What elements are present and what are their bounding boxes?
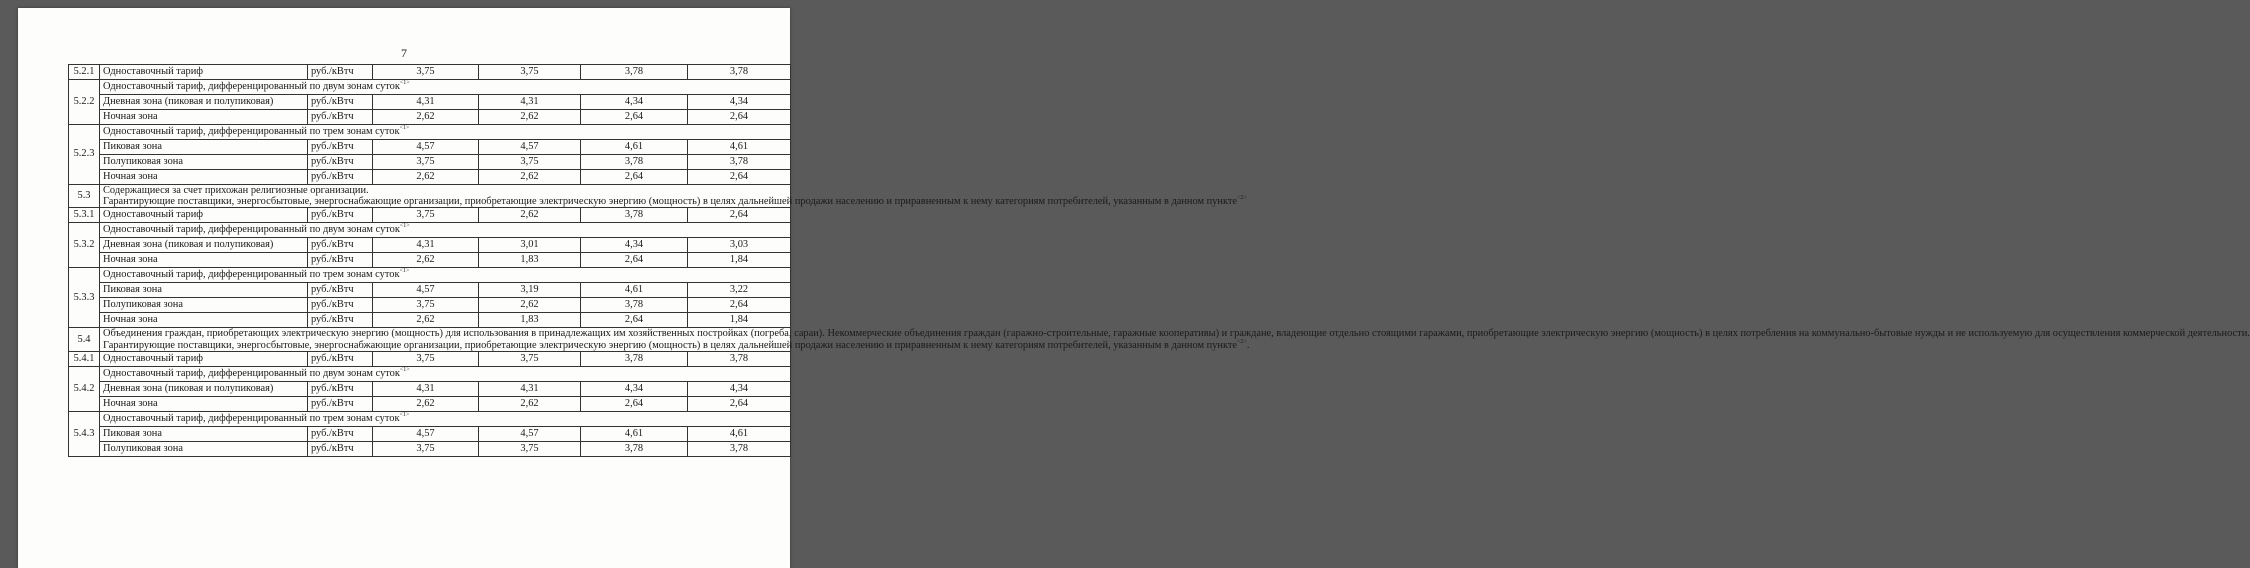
row-value: 4,57	[373, 426, 479, 441]
row-label: Пиковая зона	[100, 283, 308, 298]
row-value: 3,75	[373, 155, 479, 170]
row-value: 3,78	[581, 208, 688, 223]
section-paragraph: Гарантирующие поставщики, энергосбытовые, энергоснабжающие организации, приобретающие электрическую энергию (мощность) в целях дальнейшей продажи населению и приравненным к нему категориям потребителей, указанным в данном пункте	[103, 339, 1238, 351]
section-paragraph: Объединения граждан, приобретающих электрическую энергию (мощность) для использования в принадлежащих им хозяйственных постройках (погреба, сараи). Некоммерческие объединения граждан (гаражно-строительные, гаражные кооперативы) и граждане, владеющие отдельно стоящими гаражами, приобретающие электрическую энергию (мощность) в целях потребления на коммунально-бытовые нужды и не используемую для осуществления коммерческой деятельности.	[103, 328, 2250, 340]
row-value: 4,34	[581, 381, 688, 396]
row-unit: руб./кВтч	[308, 396, 373, 411]
footnote-ref: <1>	[399, 124, 410, 131]
document-page	[18, 8, 2250, 568]
row-unit: руб./кВтч	[308, 65, 373, 80]
page-number: 7	[401, 46, 407, 60]
row-value: 4,61	[581, 426, 688, 441]
row-unit: руб./кВтч	[308, 253, 373, 268]
table-row	[69, 396, 791, 411]
row-value: 4,34	[688, 95, 791, 110]
table-row	[69, 313, 791, 328]
row-number: 5.2.2	[69, 80, 100, 125]
row-value: 4,34	[581, 95, 688, 110]
row-value: 4,57	[373, 283, 479, 298]
row-label: Дневная зона (пиковая и полупиковая)	[100, 381, 308, 396]
group-title-text: Одноставочный тариф, дифференцированный по двум зонам суток	[103, 80, 400, 92]
table-row	[69, 298, 791, 313]
row-number: 5.3	[69, 185, 100, 208]
table-row	[69, 125, 791, 140]
row-unit: руб./кВтч	[308, 110, 373, 125]
row-value: 3,78	[581, 351, 688, 366]
row-value: 2,64	[581, 110, 688, 125]
footnote-ref: <1>	[399, 79, 410, 86]
row-number: 5.2.1	[69, 65, 100, 80]
row-value: 3,75	[373, 351, 479, 366]
row-value: 2,64	[688, 396, 791, 411]
row-unit: руб./кВтч	[308, 298, 373, 313]
table-row	[69, 155, 791, 170]
row-value: 3,75	[479, 65, 581, 80]
row-label: Пиковая зона	[100, 140, 308, 155]
group-title	[100, 268, 791, 283]
row-value: 4,61	[581, 140, 688, 155]
tariff-table	[68, 64, 2250, 457]
row-value: 3,78	[688, 65, 791, 80]
table-row	[69, 328, 791, 351]
row-label: Ночная зона	[100, 396, 308, 411]
row-value: 3,78	[688, 441, 791, 456]
row-value: 2,64	[688, 208, 791, 223]
row-value: 3,75	[373, 441, 479, 456]
row-unit: руб./кВтч	[308, 238, 373, 253]
footnote-ref: <1>	[399, 366, 410, 373]
group-title	[100, 125, 791, 140]
table-row	[69, 208, 791, 223]
row-value: 3,75	[479, 441, 581, 456]
row-label: Пиковая зона	[100, 426, 308, 441]
row-value: 4,31	[479, 95, 581, 110]
footnote-ref: <1>	[399, 268, 410, 275]
table-row	[69, 80, 791, 95]
group-title	[100, 411, 791, 426]
row-number: 5.4.1	[69, 351, 100, 366]
row-label: Ночная зона	[100, 110, 308, 125]
row-unit: руб./кВтч	[308, 140, 373, 155]
section-paragraph: Гарантирующие поставщики, энергосбытовые, энергоснабжающие организации, приобретающие электрическую энергию (мощность) в целях дальнейшей продажи населению и приравненным к нему категориям потребителей, указанным в данном пункте	[103, 196, 1238, 208]
row-label: Ночная зона	[100, 313, 308, 328]
row-value: 3,75	[479, 351, 581, 366]
row-value: 4,31	[373, 238, 479, 253]
footnote-ref: <1>	[399, 411, 410, 418]
table-row	[69, 110, 791, 125]
row-value: 3,78	[581, 441, 688, 456]
group-title	[100, 223, 791, 238]
group-title	[100, 80, 791, 95]
row-label: Полупиковая зона	[100, 441, 308, 456]
table-row	[69, 411, 791, 426]
row-value: 3,78	[581, 298, 688, 313]
row-label: Дневная зона (пиковая и полупиковая)	[100, 95, 308, 110]
group-title-text: Одноставочный тариф, дифференцированный по трем зонам суток	[103, 412, 400, 424]
row-value: 4,57	[479, 426, 581, 441]
row-value: 4,57	[373, 140, 479, 155]
row-value: 1,83	[479, 313, 581, 328]
row-value: 2,64	[688, 170, 791, 185]
row-value: 2,62	[373, 170, 479, 185]
group-title-text: Одноставочный тариф, дифференцированный по двум зонам суток	[103, 367, 400, 379]
section-paragraph-text: Гарантирующие поставщики, энергосбытовые, энергоснабжающие организации, приобретающие электрическую энергию (мощность) в целях дальнейшей продажи населению и приравненным к нему категориям потребителей, указанным в данном пункте$^{<2>}$.	[103, 338, 1250, 351]
row-label: Одноставочный тариф	[100, 65, 308, 80]
row-unit: руб./кВтч	[308, 283, 373, 298]
row-value: 1,84	[688, 253, 791, 268]
table-row	[69, 426, 791, 441]
table-row	[69, 223, 791, 238]
table-row	[69, 140, 791, 155]
row-value: 4,31	[373, 95, 479, 110]
table-row	[69, 381, 791, 396]
section-paragraph-text	[103, 195, 1247, 208]
row-label: Одноставочный тариф	[100, 208, 308, 223]
row-value: 3,75	[479, 155, 581, 170]
row-unit: руб./кВтч	[308, 95, 373, 110]
row-value: 3,75	[373, 298, 479, 313]
row-value: 2,62	[479, 208, 581, 223]
row-value: 4,31	[479, 381, 581, 396]
footnote-ref: <1>	[399, 223, 410, 230]
row-value: 2,64	[688, 110, 791, 125]
row-value: 4,31	[373, 381, 479, 396]
row-value: 3,78	[688, 351, 791, 366]
row-unit: руб./кВтч	[308, 208, 373, 223]
row-value: 3,78	[581, 65, 688, 80]
row-value: 2,64	[581, 313, 688, 328]
table-row	[69, 95, 791, 110]
row-value: 2,64	[688, 298, 791, 313]
table-row	[69, 65, 791, 80]
row-value: 1,84	[688, 313, 791, 328]
row-value: 2,64	[581, 396, 688, 411]
row-value: 3,03	[688, 238, 791, 253]
row-value: 3,78	[688, 155, 791, 170]
table-row	[69, 351, 791, 366]
row-value: 2,62	[479, 298, 581, 313]
row-value: 4,57	[479, 140, 581, 155]
row-value: 2,62	[373, 313, 479, 328]
row-label: Полупиковая зона	[100, 155, 308, 170]
table-row	[69, 185, 791, 208]
row-unit: руб./кВтч	[308, 313, 373, 328]
row-label: Ночная зона	[100, 253, 308, 268]
row-unit: руб./кВтч	[308, 170, 373, 185]
row-value: 2,64	[581, 253, 688, 268]
footnote-ref: <2>	[1237, 195, 1247, 202]
row-value: 3,78	[581, 155, 688, 170]
row-value: 2,62	[373, 253, 479, 268]
table-row	[69, 238, 791, 253]
row-label: Ночная зона	[100, 170, 308, 185]
group-title-text: Одноставочный тариф, дифференцированный по трем зонам суток	[103, 125, 400, 137]
table-row	[69, 283, 791, 298]
section-description	[100, 185, 1247, 208]
group-title-text: Одноставочный тариф, дифференцированный по двум зонам суток	[103, 224, 400, 236]
row-number: 5.4.3	[69, 411, 100, 456]
section-paragraph: Содержащиеся за счет прихожан религиозные организации.	[103, 185, 369, 196]
row-value: 4,61	[581, 283, 688, 298]
row-number: 5.3.3	[69, 268, 100, 328]
row-value: 2,62	[373, 396, 479, 411]
footnote-ref: <2>	[1237, 338, 1247, 345]
row-value: 3,75	[373, 208, 479, 223]
section-description	[100, 328, 2250, 351]
row-label: Одноставочный тариф	[100, 351, 308, 366]
row-value: 4,61	[688, 426, 791, 441]
row-unit: руб./кВтч	[308, 381, 373, 396]
table-row	[69, 268, 791, 283]
row-value: 2,62	[373, 110, 479, 125]
row-unit: руб./кВтч	[308, 155, 373, 170]
row-number: 5.2.3	[69, 125, 100, 185]
row-value: 3,19	[479, 283, 581, 298]
row-value: 3,75	[373, 65, 479, 80]
row-label: Полупиковая зона	[100, 298, 308, 313]
row-value: 4,34	[688, 381, 791, 396]
row-value: 4,61	[688, 140, 791, 155]
table-row	[69, 441, 791, 456]
row-value: 3,22	[688, 283, 791, 298]
row-unit: руб./кВтч	[308, 441, 373, 456]
row-number: 5.3.2	[69, 223, 100, 268]
row-number: 5.4.2	[69, 366, 100, 411]
row-value: 3,01	[479, 238, 581, 253]
row-value: 2,62	[479, 110, 581, 125]
row-value: 4,34	[581, 238, 688, 253]
row-value: 2,62	[479, 396, 581, 411]
row-number: 5.3.1	[69, 208, 100, 223]
group-title-text: Одноставочный тариф, дифференцированный по трем зонам суток	[103, 269, 400, 281]
row-value: 1,83	[479, 253, 581, 268]
table-row	[69, 253, 791, 268]
table-row	[69, 170, 791, 185]
row-number: 5.4	[69, 328, 100, 351]
row-value: 2,62	[479, 170, 581, 185]
row-unit: руб./кВтч	[308, 351, 373, 366]
row-unit: руб./кВтч	[308, 426, 373, 441]
row-label: Дневная зона (пиковая и полупиковая)	[100, 238, 308, 253]
table-row	[69, 366, 791, 381]
group-title	[100, 366, 791, 381]
row-value: 2,64	[581, 170, 688, 185]
